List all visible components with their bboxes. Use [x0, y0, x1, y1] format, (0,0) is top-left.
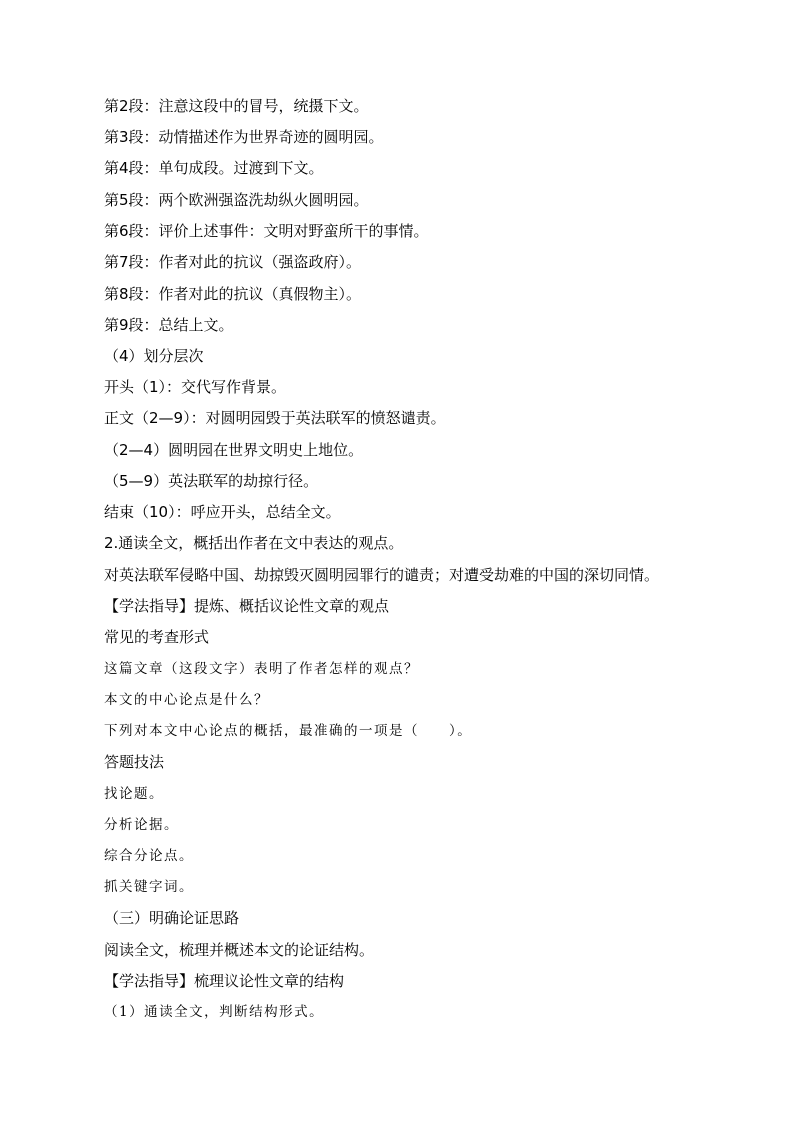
question-2: 2.通读全文，概括出作者在文中表达的观点。 [104, 534, 404, 552]
answer-tip-1: 找论题。 [104, 786, 164, 802]
exam-form-1: 这篇文章（这段文字）表明了作者怎样的观点？ [104, 661, 419, 677]
paragraph-2-note: 第2段：注意这段中的冒号，统摄下文。 [104, 97, 369, 115]
task-structure: 阅读全文，梳理并概述本文的论证结构。 [104, 941, 375, 959]
paragraph-3-note: 第3段：动情描述作为世界奇迹的圆明园。 [104, 128, 384, 146]
paragraph-7-note: 第7段：作者对此的抗议（强盗政府）。 [104, 253, 362, 271]
paragraph-8-note: 第8段：作者对此的抗议（真假物主）。 [104, 285, 362, 303]
answer-2: 对英法联军侵略中国、劫掠毁灭圆明园罪行的谴责；对遭受劫难的中国的深切同情。 [104, 566, 660, 584]
exam-form-3: 下列对本文中心论点的概括，最准确的一项是（ ）。 [104, 723, 473, 739]
paragraph-4-note: 第4段：单句成段。过渡到下文。 [104, 159, 324, 177]
section-heading-argument: （三）明确论证思路 [104, 909, 240, 927]
exam-forms-heading: 常见的考查形式 [104, 628, 210, 646]
section-heading-layers: （4）划分层次 [104, 347, 204, 365]
exam-form-2: 本文的中心论点是什么？ [104, 692, 269, 708]
answer-tip-2: 分析论据。 [104, 817, 179, 833]
method-guide-heading-1: 【学法指导】提炼、概括议论性文章的观点 [104, 597, 390, 615]
layer-body-part-2: （5—9）英法联军的劫掠行径。 [104, 472, 319, 490]
answer-tip-4: 抓关键字词。 [104, 879, 194, 895]
layer-body-part-1: （2—4）圆明园在世界文明史上地位。 [104, 441, 364, 459]
paragraph-6-note: 第6段：评价上述事件：文明对野蛮所干的事情。 [104, 222, 429, 240]
paragraph-9-note: 第9段：总结上文。 [104, 316, 234, 334]
answer-tip-3: 综合分论点。 [104, 848, 194, 864]
structure-step-1: （1）通读全文，判断结构形式。 [104, 1004, 325, 1020]
answer-tips-heading: 答题技法 [104, 753, 165, 771]
paragraph-5-note: 第5段：两个欧洲强盗洗劫纵火圆明园。 [104, 191, 369, 209]
layer-ending: 结束（10）：呼应开头，总结全文。 [104, 503, 341, 521]
method-guide-heading-2: 【学法指导】梳理议论性文章的结构 [104, 972, 345, 990]
layer-body: 正文（2—9）：对圆明园毁于英法联军的愤怒谴责。 [104, 409, 446, 427]
layer-opening: 开头（1）：交代写作背景。 [104, 378, 287, 396]
